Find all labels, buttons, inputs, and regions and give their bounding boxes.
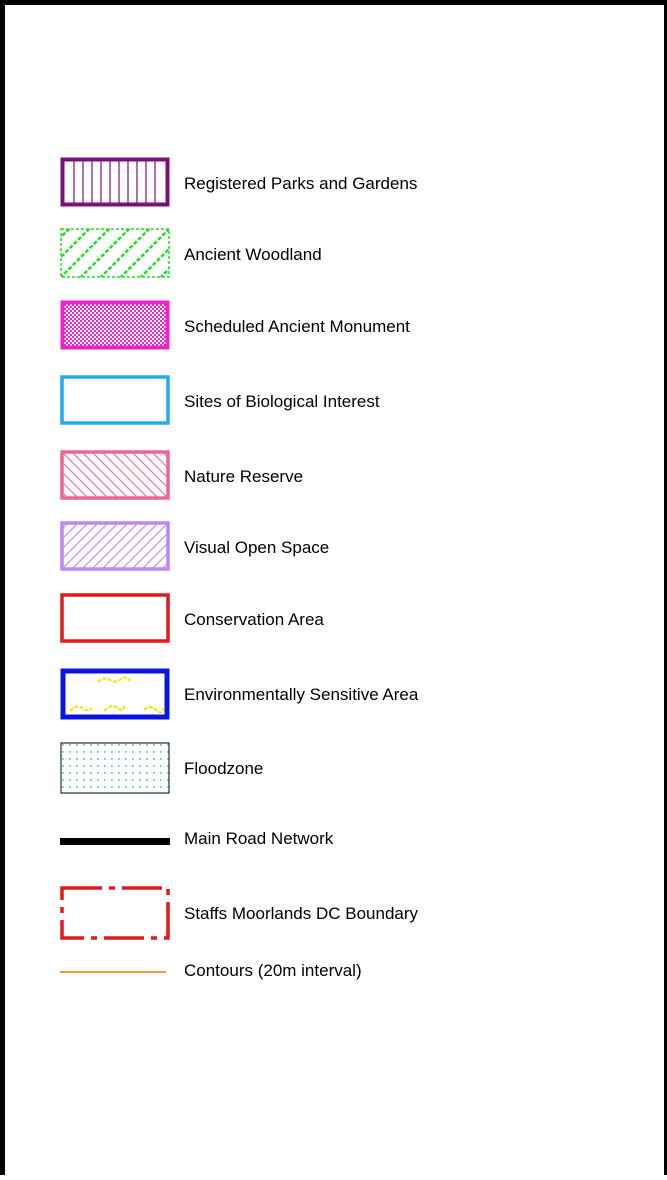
legend-label: Registered Parks and Gardens (184, 174, 418, 193)
thick-line-swatch-icon (60, 831, 170, 851)
legend-item-contours (60, 961, 660, 1021)
legend-item-floodzone (60, 742, 660, 802)
dot-grid-swatch-icon (60, 742, 170, 794)
dotted-fill-swatch-icon (60, 300, 170, 350)
legend-label: Contours (20m interval) (184, 961, 362, 980)
outline-swatch-icon (60, 375, 170, 425)
legend-item-visual-open-space (60, 521, 660, 581)
legend-label: Environmentally Sensitive Area (184, 685, 419, 704)
legend-item-environmentally-sensitive-area (60, 668, 660, 728)
legend-item-registered-parks-and-gardens (60, 157, 660, 217)
legend-item-main-road-network (60, 817, 660, 877)
wavy-outline-swatch-icon (60, 668, 170, 720)
legend-label: Staffs Moorlands DC Boundary (184, 904, 419, 923)
diagonal-wavy-hatch-swatch-icon (60, 228, 170, 278)
legend-item-nature-reserve (60, 450, 660, 510)
outline-swatch-icon (60, 593, 170, 643)
legend-label: Floodzone (184, 759, 264, 778)
vertical-hatch-swatch-icon (60, 157, 170, 207)
legend-item-conservation-area (60, 593, 660, 653)
backslash-hatch-swatch-icon (60, 450, 170, 500)
legend-item-ancient-woodland (60, 228, 660, 288)
legend-label: Nature Reserve (184, 467, 304, 486)
legend-label: Ancient Woodland (184, 245, 322, 264)
thin-line-swatch-icon (60, 961, 170, 981)
legend-label: Scheduled Ancient Monument (184, 317, 410, 336)
dash-dot-boundary-swatch-icon (60, 885, 170, 941)
legend-label: Sites of Biological Interest (184, 392, 380, 411)
map-legend (60, 5, 660, 1180)
legend-item-staffs-moorlands-dc-boundary (60, 885, 660, 945)
legend-label: Main Road Network (184, 829, 334, 848)
legend-item-scheduled-ancient-monument (60, 300, 660, 360)
legend-label: Conservation Area (184, 610, 324, 629)
legend-label: Visual Open Space (184, 538, 330, 557)
legend-item-sites-of-biological-interest (60, 375, 660, 435)
slash-hatch-swatch-icon (60, 521, 170, 571)
